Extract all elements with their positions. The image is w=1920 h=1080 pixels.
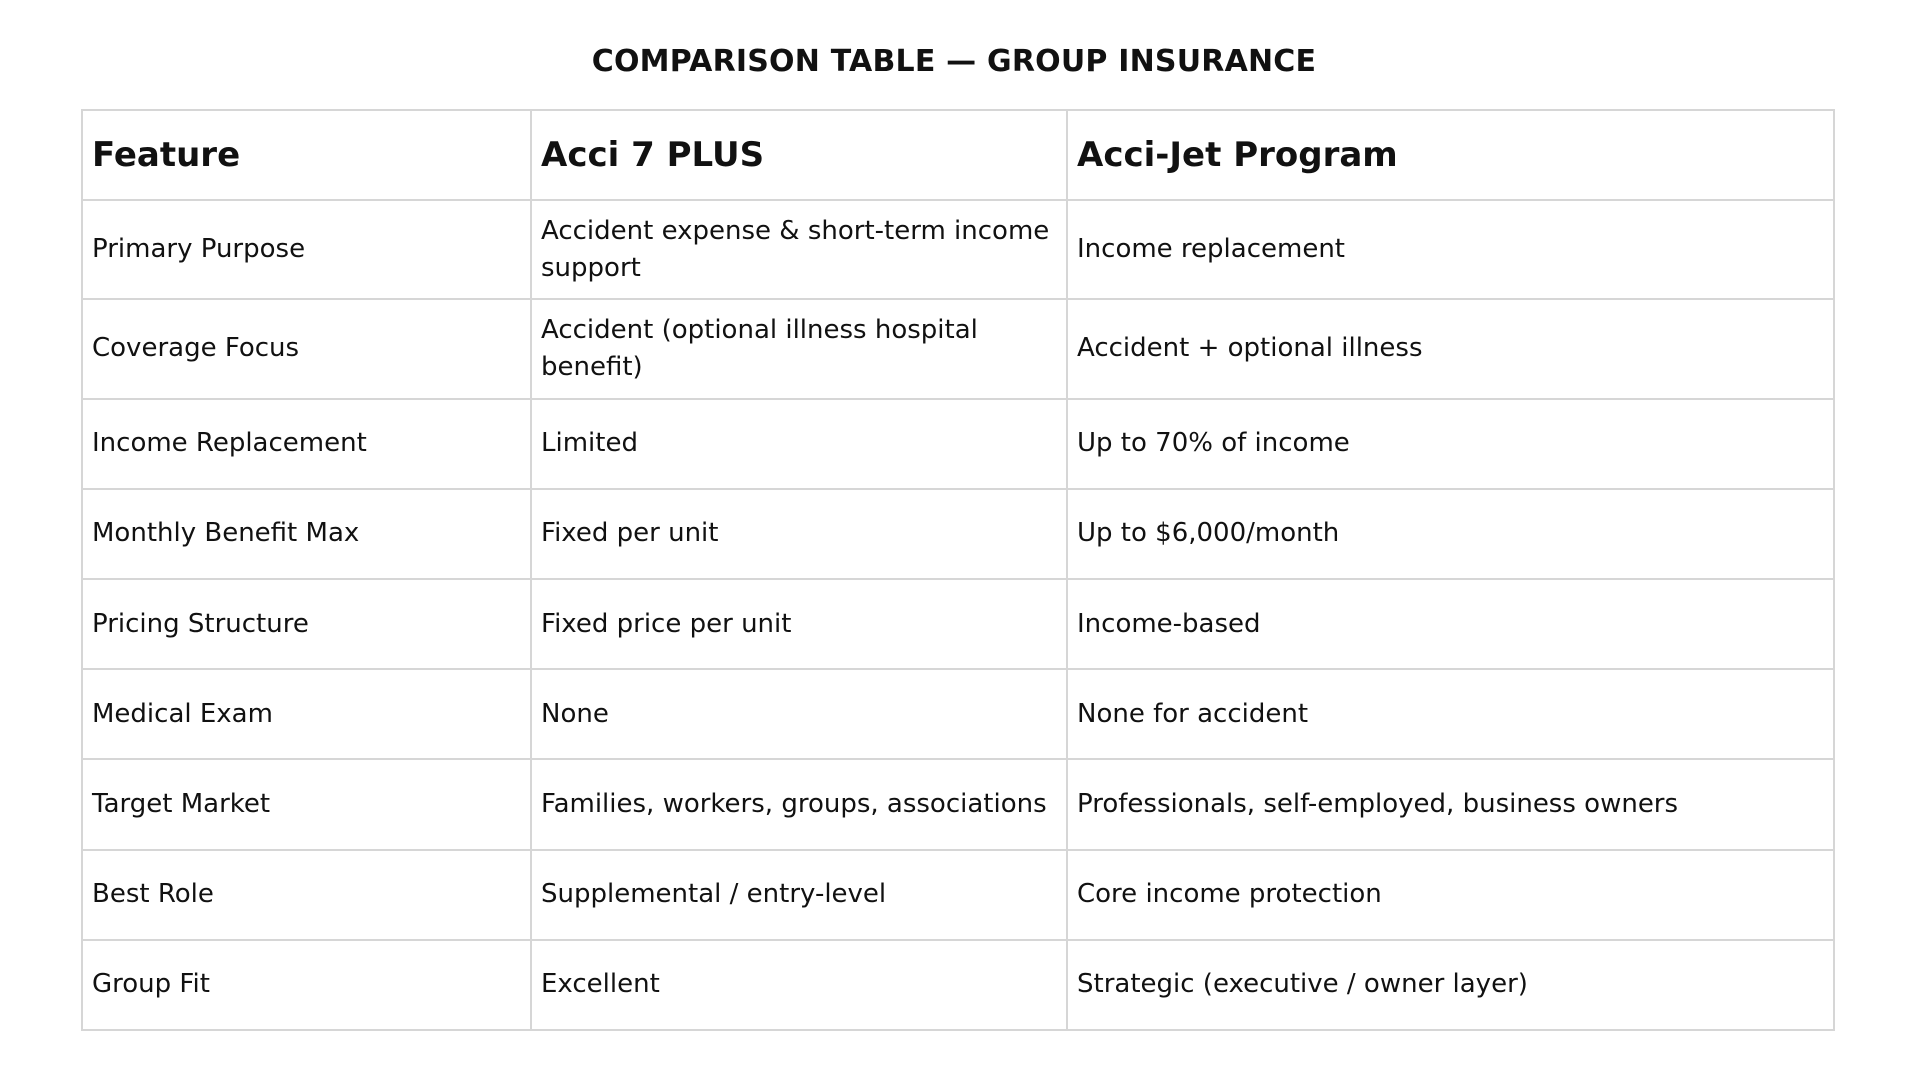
acci-jet-cell: Up to 70% of income [1067,399,1834,489]
acci-jet-cell: Core income protection [1067,850,1834,940]
feature-cell: Best Role [82,850,531,940]
acci-7-plus-cell: Excellent [531,940,1067,1030]
table-row [82,850,1834,940]
table-row [82,669,1834,759]
acci-7-plus-cell: Accident (optional illness hospital benefit) [531,299,1067,398]
acci-7-plus-cell: Fixed price per unit [531,579,1067,669]
table-row [82,399,1834,489]
page-title: COMPARISON TABLE — GROUP INSURANCE [591,44,1317,79]
acci-7-plus-cell: Fixed per unit [531,489,1067,579]
table-row [82,940,1834,1030]
feature-cell: Group Fit [82,940,531,1030]
acci-jet-cell: Income-based [1067,579,1834,669]
header-feature: Feature [82,110,531,200]
acci-7-plus-cell: Supplemental / entry-level [531,850,1067,940]
acci-jet-cell: Income replacement [1067,200,1834,299]
acci-jet-cell: Strategic (executive / owner layer) [1067,940,1834,1030]
feature-cell: Medical Exam [82,669,531,759]
acci-7-plus-cell: Accident expense & short-term income support [531,200,1067,299]
table-row [82,299,1834,398]
comparison-table-container [81,109,1833,1031]
table-row [82,759,1834,849]
table-row [82,579,1834,669]
table-header-row [82,110,1834,200]
feature-cell: Primary Purpose [82,200,531,299]
acci-jet-cell: Accident + optional illness [1067,299,1834,398]
feature-cell: Monthly Benefit Max [82,489,531,579]
acci-7-plus-cell: Limited [531,399,1067,489]
acci-jet-cell: Professionals, self-employed, business owners [1067,759,1834,849]
feature-cell: Income Replacement [82,399,531,489]
acci-7-plus-cell: Families, workers, groups, associations [531,759,1067,849]
table-row [82,200,1834,299]
acci-jet-cell: None for accident [1067,669,1834,759]
header-acci-7-plus: Acci 7 PLUS [531,110,1067,200]
acci-jet-cell: Up to $6,000/month [1067,489,1834,579]
table-row [82,489,1834,579]
feature-cell: Coverage Focus [82,299,531,398]
acci-7-plus-cell: None [531,669,1067,759]
header-acci-jet-program: Acci-Jet Program [1067,110,1834,200]
comparison-table [81,109,1835,1031]
feature-cell: Pricing Structure [82,579,531,669]
feature-cell: Target Market [82,759,531,849]
